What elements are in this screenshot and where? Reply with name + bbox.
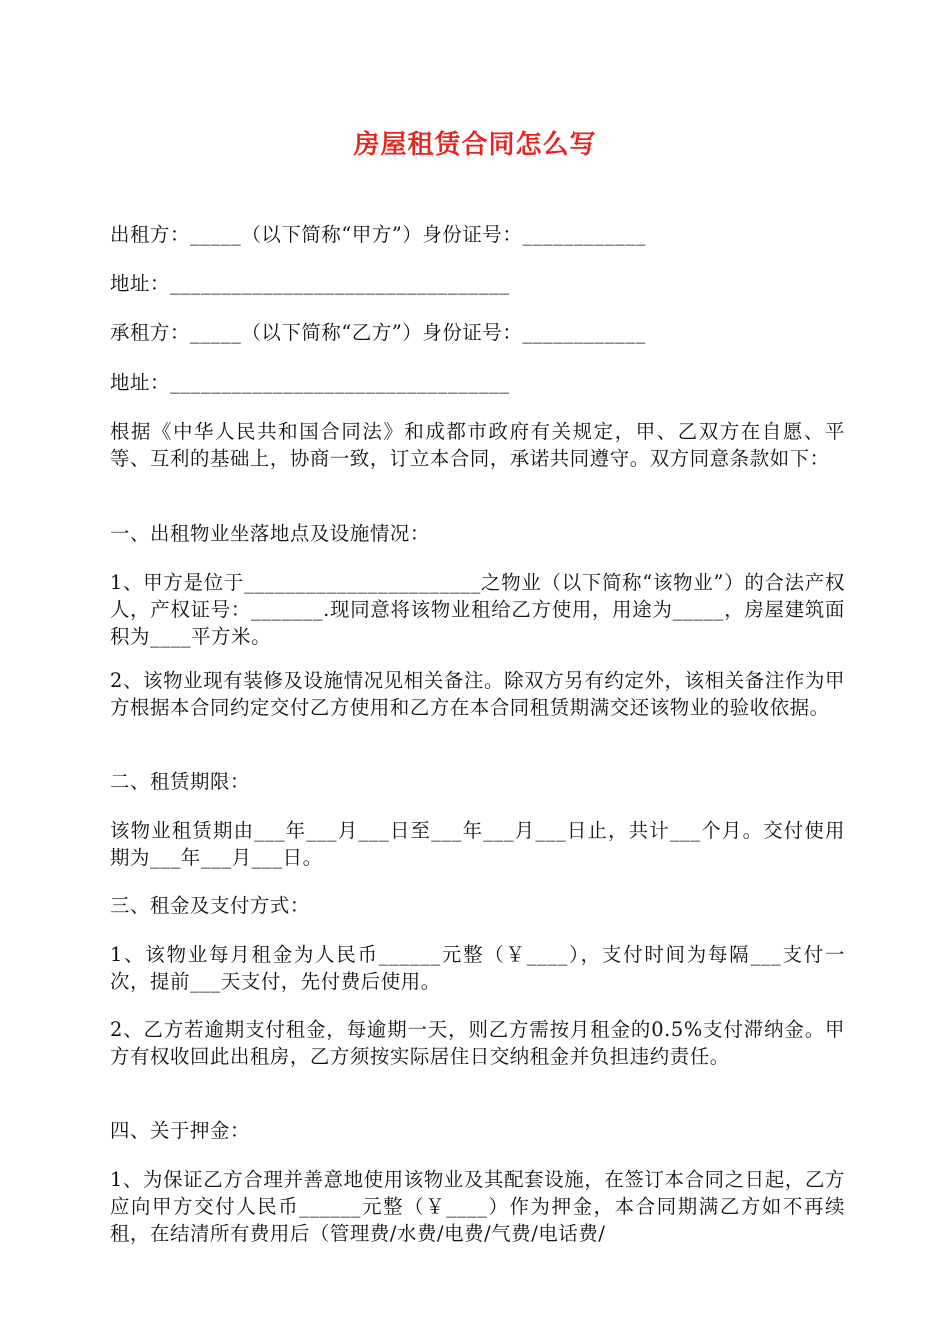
lessee-address-line: 地址：_________________________________ [110,371,510,394]
lessor-address-line: 地址：_________________________________ [110,272,510,295]
clause-paragraph: 1、该物业每月租金为人民币______元整（￥____），支付时间为每隔___支付一次，提前___天支付，先付费后使用。 [110,943,845,993]
clause-paragraph: 1、甲方是位于_______________________之物业（以下简称“该物业”）的合法产权人，产权证号：_______.现同意将该物业租给乙方使用，用途为_____，房屋建筑面积为____平方米。 [110,571,845,648]
section-heading: 三、租金及支付方式： [110,894,310,917]
clause-paragraph: 该物业租赁期由___年___月___日至___年___月___日止，共计___个月。交付使用期为___年___月___日。 [110,819,845,869]
section-heading: 一、出租物业坐落地点及设施情况： [110,522,430,545]
clause-paragraph: 2、乙方若逾期支付租金，每逾期一天，则乙方需按月租金的0.5%支付滞纳金。甲方有权收回此出租房，乙方须按实际居住日交纳租金并负担违约责任。 [110,1018,845,1068]
section-heading: 四、关于押金： [110,1119,250,1142]
lessee-line: 承租方：_____（以下简称“乙方”）身份证号：____________ [110,321,646,344]
clause-paragraph: 1、为保证乙方合理并善意地使用该物业及其配套设施，在签订本合同之日起，乙方应向甲方交付人民币______元整（￥____）作为押金，本合同期满乙方如不再续租，在结清所有费用后（管理费/水费/电费/气费/电话费/ [110,1168,845,1245]
lessor-line: 出租方：_____（以下简称“甲方”）身份证号：____________ [110,223,646,246]
document-title: 房屋租赁合同怎么写 [353,130,597,160]
section-heading: 二、租赁期限： [110,770,250,793]
preamble-paragraph: 根据《中华人民共和国合同法》和成都市政府有关规定，甲、乙双方在自愿、平等、互利的基础上，协商一致，订立本合同，承诺共同遵守。双方同意条款如下： [110,420,845,470]
clause-paragraph: 2、该物业现有装修及设施情况见相关备注。除双方另有约定外，该相关备注作为甲方根据本合同约定交付乙方使用和乙方在本合同租赁期满交还该物业的验收依据。 [110,669,845,719]
